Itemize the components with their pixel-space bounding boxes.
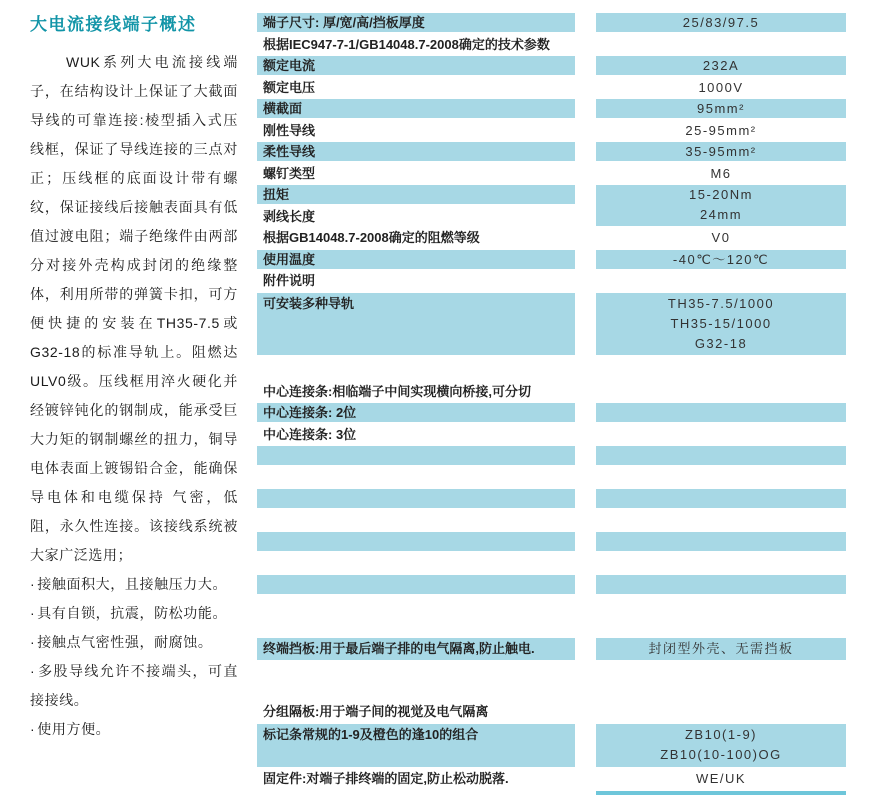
spec-label: 中心连接条: 3位 (263, 426, 357, 442)
spec-value: M6 (710, 165, 732, 181)
spec-rowgroup-markers (257, 724, 853, 767)
spec-value (596, 702, 846, 721)
spec-label: 横截面 (257, 99, 575, 118)
spec-value: -40℃～120℃ (596, 250, 846, 269)
empty-bar (257, 489, 575, 508)
spec-value: 封闭型外壳、无需挡板 (596, 638, 846, 660)
spec-label: 端子尺寸: 厚/宽/高/挡板厚度 (257, 13, 575, 32)
empty-bar-row (257, 446, 853, 465)
spec-row (257, 228, 853, 247)
intro-bullet (30, 715, 238, 744)
spec-value: 15-20Nm (689, 187, 753, 203)
spec-value: ZB10(1-9) (684, 727, 758, 742)
intro-bullet (30, 570, 238, 599)
intro-bullet (30, 628, 238, 657)
spec-label: 柔性导线 (257, 142, 575, 161)
spec-row (257, 99, 853, 118)
spec-value (596, 425, 846, 444)
bullet-dot-icon: · (30, 634, 36, 650)
spec-value: 24mm (699, 207, 743, 223)
empty-bar (257, 446, 575, 465)
bullet-text: 接触面积大，且接触压力大。 (37, 576, 228, 592)
empty-bar (257, 575, 575, 594)
spec-value: 232A (596, 56, 846, 75)
bullet-dot-icon: · (30, 663, 36, 679)
page-title: 大电流接线端子概述 (30, 15, 197, 34)
spacer-row (257, 468, 853, 487)
spec-row (257, 250, 853, 269)
bullet-dot-icon: · (30, 721, 36, 737)
spec-value: 25/83/97.5 (596, 13, 846, 32)
spec-row (257, 78, 853, 97)
spec-label: 螺钉类型 (263, 165, 316, 181)
spec-value: 35-95mm² (596, 142, 846, 161)
spec-value: TH35-7.5/1000 (667, 295, 775, 311)
spec-label: 终端挡板:用于最后端子排的电气隔离,防止触电. (257, 638, 575, 660)
spec-value (596, 403, 846, 422)
spec-value (596, 35, 846, 54)
spec-value: 1000V (698, 79, 744, 95)
spec-value (596, 382, 846, 401)
spec-row (257, 425, 853, 444)
spec-value: WE/UK (695, 771, 747, 786)
empty-bar (596, 489, 846, 508)
spec-value-block (596, 185, 846, 226)
spec-value: TH35-15/1000 (670, 315, 772, 331)
spec-row (257, 56, 853, 75)
spec-row (257, 142, 853, 161)
bullet-dot-icon: · (30, 605, 36, 621)
spec-label: 中心连接条: 2位 (257, 403, 575, 422)
spec-value: 25-95mm² (685, 122, 757, 138)
spec-value: ZB10(10-100)OG (660, 747, 782, 762)
spec-label-stack (257, 185, 575, 226)
spec-label: 附件说明 (263, 273, 316, 288)
spec-label: 中心连接条:相临端子中间实现横向桥接,可分切 (263, 383, 531, 399)
intro-bullet (30, 657, 238, 715)
spec-row (257, 702, 853, 721)
spec-label: 扭矩 (257, 185, 575, 204)
value-underline (596, 791, 846, 795)
spec-label: 额定电流 (257, 56, 575, 75)
bullet-text: 多股导线允许不接端头，可直接接线。 (30, 663, 238, 708)
spec-label: 根据IEC947-7-1/GB14048.7-2008确定的技术参数 (263, 36, 550, 52)
spec-label: 固定件:对端子排终端的固定,防止松动脱落. (263, 771, 509, 786)
spec-label: 使用温度 (257, 250, 575, 269)
spec-label: 刚性导线 (263, 122, 316, 138)
spec-value (596, 271, 846, 290)
spec-row (257, 271, 853, 290)
spec-row (257, 35, 853, 54)
empty-bar (257, 532, 575, 551)
bullet-text: 接触点气密性强，耐腐蚀。 (37, 634, 213, 650)
spec-label: 可安装多种导轨 (257, 293, 575, 355)
spec-value: V0 (711, 230, 731, 245)
spec-rowgroup-torque (257, 185, 853, 226)
spec-label: 额定电压 (263, 79, 316, 95)
bullet-text: 具有自锁，抗震，防松功能。 (37, 605, 228, 621)
spec-row (257, 638, 853, 660)
spec-label: 根据GB14048.7-2008确定的阻燃等级 (263, 230, 480, 245)
spec-value-block (596, 724, 846, 767)
spec-row (257, 403, 853, 422)
empty-bar-row (257, 575, 853, 594)
empty-bar (596, 532, 846, 551)
spec-value: 95mm² (596, 99, 846, 118)
spec-row (257, 121, 853, 140)
intro-bullet (30, 599, 238, 628)
spec-value: G32-18 (694, 335, 748, 351)
spacer-row (257, 511, 853, 530)
empty-bar (596, 575, 846, 594)
empty-bar-row (257, 532, 853, 551)
spec-row (257, 382, 853, 401)
empty-bar-row (257, 489, 853, 508)
bullet-text: 使用方便。 (37, 721, 111, 737)
spec-label: 剥线长度 (263, 208, 316, 224)
empty-bar (596, 446, 846, 465)
spec-label: 分组隔板:用于端子间的视觉及电气隔离 (263, 704, 489, 719)
bullet-dot-icon: · (30, 576, 36, 592)
spec-table (257, 13, 853, 795)
spec-value-block (596, 293, 846, 355)
spec-rowgroup-rails (257, 293, 853, 355)
spec-label: 标记条常规的1-9及橙色的逢10的组合 (257, 724, 575, 767)
intro-column (30, 10, 238, 744)
intro-paragraph: WUK系列大电流接线端子，在结构设计上保证了大截面导线的可靠连接:棱型插入式压线框，保证了导线连接的三点对正；压线框的底面设计带有螺纹，保证接线后接触表面具有低值过渡电阻；端子绝缘件由两部分对接外壳构成封闭的绝缘整体，利用所带的弹簧卡扣，可方便快捷的安装在TH35-7.5或G32-18的标准导轨上。阻燃达ULV0级。压线框用淬火硬化并经镀锌钝化的钢制成，能承受巨大力矩的钢制螺丝的扭力，铜导电体表面上镀锡铅合金，能确保导电体和电缆保持 气密，低阻，永久性连接。该接线系统被大家广泛选用； (30, 54, 238, 563)
spacer-row (257, 554, 853, 573)
spec-row (257, 164, 853, 183)
spec-row (257, 769, 853, 788)
spec-row (257, 13, 853, 32)
